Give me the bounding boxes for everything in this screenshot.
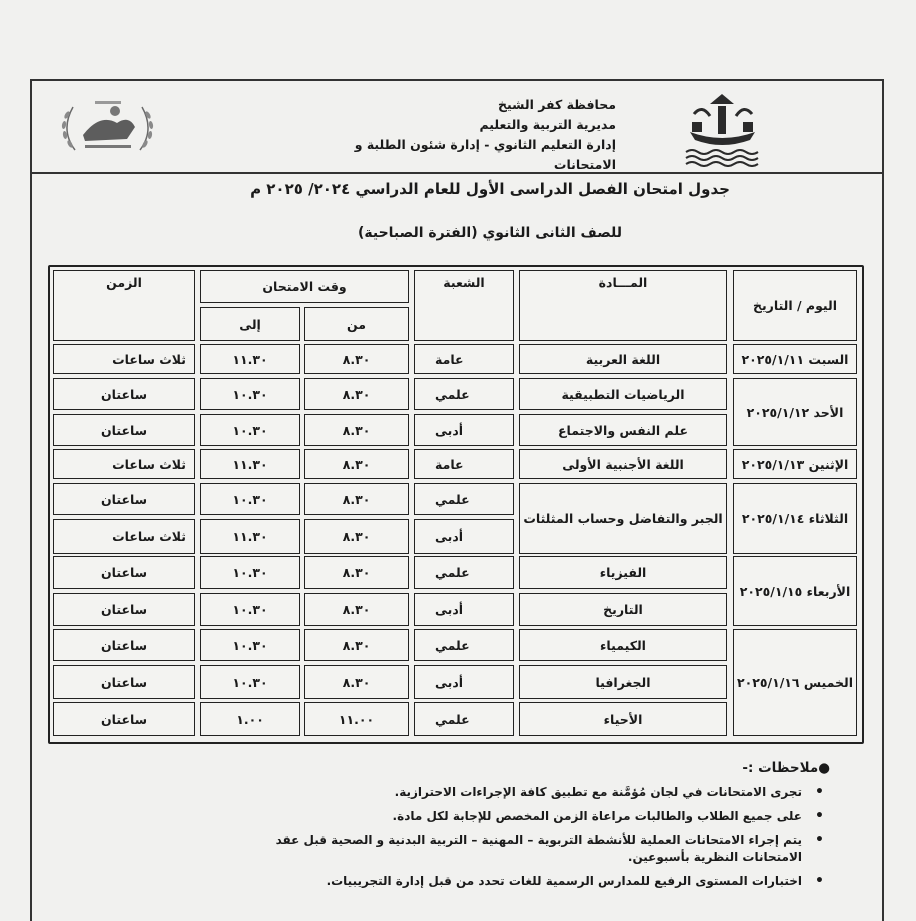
- letterhead: [300, 95, 616, 175]
- notes-heading: ●ملاحظات :-: [742, 760, 830, 776]
- subject-cell: الرياضيات التطبيقية: [519, 378, 727, 410]
- header-exam-time: وقت الامتحان: [200, 270, 409, 303]
- duration-cell: ساعتان: [53, 593, 195, 626]
- header-duration: الزمن: [53, 270, 195, 341]
- duration-cell: ساعتان: [53, 556, 195, 589]
- time-from-cell: ٨.٣٠: [304, 483, 409, 515]
- branch-cell: أدبى: [414, 414, 514, 446]
- subject-cell: الجغرافيا: [519, 665, 727, 699]
- note-item: • يتم إجراء الامتحانات العملية للأنشطة التربوية – المهنية – التربية البدنية و الصحية قبل عقد الامتحانات النظرية بأسبوعين.: [275, 832, 824, 864]
- day-cell: الخميس ٢٠٢٥/١/١٦: [733, 629, 857, 736]
- header-from: من: [304, 307, 409, 341]
- duration-cell: ساعتان: [53, 378, 195, 410]
- duration-cell: ثلاث ساعات: [53, 344, 195, 374]
- day-cell: الأربعاء ٢٠٢٥/١/١٥: [733, 556, 857, 626]
- branch-cell: عامة: [414, 344, 514, 374]
- duration-cell: ثلاث ساعات: [53, 519, 195, 554]
- header-subject: المـــادة: [519, 270, 727, 341]
- time-to-cell: ١١.٣٠: [200, 449, 300, 479]
- branch-cell: أدبى: [414, 665, 514, 699]
- subject-cell: الأحياء: [519, 702, 727, 736]
- bullet-icon: •: [815, 873, 824, 889]
- header-to: إلى: [200, 307, 300, 341]
- day-cell: الإثنين ٢٠٢٥/١/١٣: [733, 449, 857, 479]
- note-item: • اختبارات المستوى الرفيع للمدارس الرسمية للغات تحدد من قبل إدارة التجريبيات.: [326, 873, 824, 889]
- subject-cell: الكيمياء: [519, 629, 727, 661]
- time-to-cell: ١.٠٠: [200, 702, 300, 736]
- time-to-cell: ١٠.٣٠: [200, 414, 300, 446]
- time-from-cell: ٨.٣٠: [304, 556, 409, 589]
- time-from-cell: ٨.٣٠: [304, 378, 409, 410]
- branch-cell: علمي: [414, 378, 514, 410]
- branch-cell: عامة: [414, 449, 514, 479]
- document-title: جدول امتحان الفصل الدراسى الأول للعام الدراسي ٢٠٢٤/ ٢٠٢٥ م: [250, 180, 730, 198]
- bullet-icon: •: [815, 832, 824, 848]
- bullet-icon: •: [815, 784, 824, 800]
- day-cell: الثلاثاء ٢٠٢٥/١/١٤: [733, 483, 857, 554]
- directorate-name: مديرية التربية والتعليم: [479, 117, 616, 132]
- branch-cell: علمي: [414, 629, 514, 661]
- duration-cell: ساعتان: [53, 483, 195, 515]
- note-item: • تجرى الامتحانات في لجان مُؤمَّنة مع تطبيق كافة الإجراءات الاحترازية.: [394, 784, 824, 800]
- department-name: إدارة التعليم الثانوي - إدارة شئون الطلبة و الامتحانات: [354, 137, 616, 172]
- notes-section: [230, 760, 830, 897]
- time-from-cell: ٨.٣٠: [304, 665, 409, 699]
- subject-cell: الجبر والتفاضل وحساب المثلثات: [519, 483, 727, 554]
- time-from-cell: ٨.٣٠: [304, 629, 409, 661]
- exam-schedule-table: [48, 265, 864, 744]
- time-from-cell: ٨.٣٠: [304, 414, 409, 446]
- directorate-logo-icon: [55, 95, 160, 160]
- time-from-cell: ٨.٣٠: [304, 519, 409, 554]
- time-to-cell: ١٠.٣٠: [200, 665, 300, 699]
- header-branch: الشعبة: [414, 270, 514, 341]
- governorate-emblem-icon: [680, 92, 765, 167]
- time-from-cell: ٨.٣٠: [304, 344, 409, 374]
- time-to-cell: ١٠.٣٠: [200, 378, 300, 410]
- subject-cell: اللغة العربية: [519, 344, 727, 374]
- subject-cell: علم النفس والاجتماع: [519, 414, 727, 446]
- branch-cell: علمي: [414, 702, 514, 736]
- duration-cell: ساعتان: [53, 702, 195, 736]
- bullet-icon: •: [815, 808, 824, 824]
- day-cell: الأحد ٢٠٢٥/١/١٢: [733, 378, 857, 446]
- subject-cell: الفيزياء: [519, 556, 727, 589]
- document-subtitle: للصف الثانى الثانوي (الفترة الصباحية): [357, 225, 622, 241]
- time-from-cell: ٨.٣٠: [304, 593, 409, 626]
- time-to-cell: ١٠.٣٠: [200, 629, 300, 661]
- branch-cell: أدبى: [414, 593, 514, 626]
- duration-cell: ساعتان: [53, 665, 195, 699]
- branch-cell: أدبى: [414, 519, 514, 554]
- duration-cell: ساعتان: [53, 414, 195, 446]
- day-cell: السبت ٢٠٢٥/١/١١: [733, 344, 857, 374]
- time-to-cell: ١٠.٣٠: [200, 593, 300, 626]
- time-to-cell: ١٠.٣٠: [200, 556, 300, 589]
- duration-cell: ساعتان: [53, 629, 195, 661]
- time-from-cell: ٨.٣٠: [304, 449, 409, 479]
- subject-cell: اللغة الأجنبية الأولى: [519, 449, 727, 479]
- subject-cell: التاريخ: [519, 593, 727, 626]
- header-date: اليوم / التاريخ: [733, 270, 857, 341]
- time-to-cell: ١١.٣٠: [200, 519, 300, 554]
- time-from-cell: ١١.٠٠: [304, 702, 409, 736]
- duration-cell: ثلاث ساعات: [53, 449, 195, 479]
- note-item: • على جميع الطلاب والطالبات مراعاة الزمن المخصص للإجابة لكل مادة.: [392, 808, 824, 824]
- governorate-name: محافظة كفر الشيخ: [498, 97, 616, 112]
- branch-cell: علمي: [414, 556, 514, 589]
- time-to-cell: ١٠.٣٠: [200, 483, 300, 515]
- bullet-icon: ●: [818, 760, 830, 776]
- time-to-cell: ١١.٣٠: [200, 344, 300, 374]
- branch-cell: علمي: [414, 483, 514, 515]
